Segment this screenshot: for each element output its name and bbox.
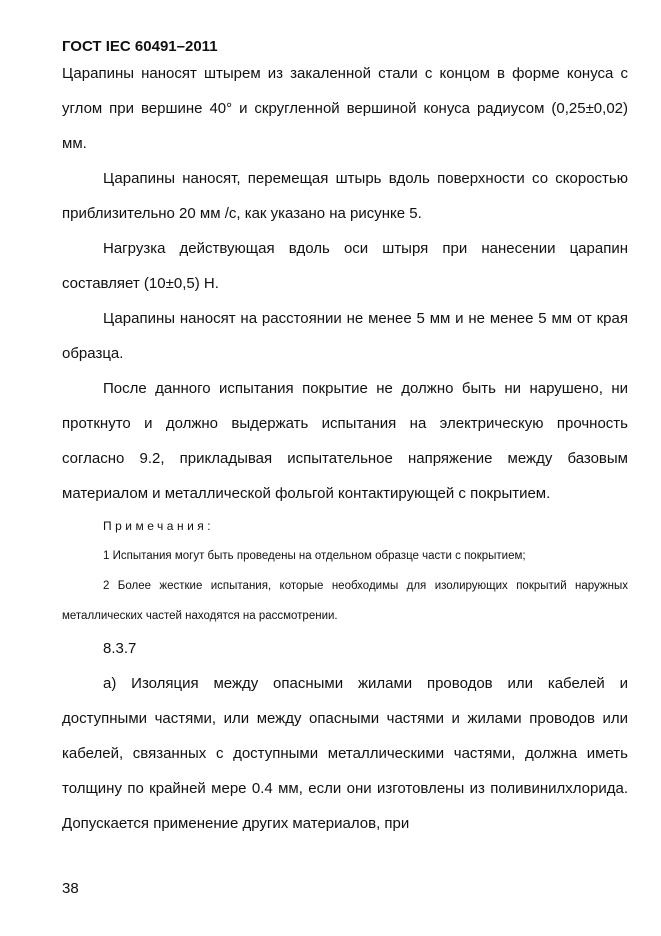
page-number: 38 <box>62 880 79 897</box>
document-page <box>62 38 628 841</box>
paragraph-scratch-distance: Царапины наносят на расстоянии не менее 5 мм и не менее 5 мм от края образца. <box>62 310 628 362</box>
section-paragraph: а) Изоляция между опасными жилами проводов или кабелей и доступными частями, или между опасными частями и жилами проводов или кабелей, связанных с доступными металлическими частями, должна иметь толщину по крайней мере 0.4 мм, если они изготовлены из поливинилхлорида. Допускается применение других материалов, при <box>62 675 628 832</box>
notes-heading: Примечания: <box>103 519 215 533</box>
paragraph-test-result: После данного испытания покрытие не должно быть ни нарушено, ни проткнуто и должно выдержать испытания на электрическую прочность согласно 9.2, прикладывая испытательное напряжение между базовым материалом и металлической фольгой контактирующей с покрытием. <box>62 380 628 502</box>
document-header: ГОСТ IEC 60491–2011 <box>62 38 218 55</box>
paragraph-scratch-tool: Царапины наносят штырем из закаленной стали с концом в форме конуса с углом при вершине 40° и скругленной вершиной конуса радиусом (0,25±0,02) мм. <box>62 65 628 152</box>
paragraph-scratch-speed: Царапины наносят, перемещая штырь вдоль поверхности со скоростью приблизительно 20 мм /с, как указано на рисунке 5. <box>62 170 628 222</box>
section-number: 8.3.7 <box>103 640 137 657</box>
note-item-1: 1 Испытания могут быть проведены на отдельном образце части с покрытием; <box>103 550 526 562</box>
note-item-2: 2 Более жесткие испытания, которые необходимы для изолирующих покрытий наружных металлических частей находятся на рассмотрении. <box>62 580 628 622</box>
paragraph-scratch-load: Нагрузка действующая вдоль оси штыря при нанесении царапин составляет (10±0,5) Н. <box>62 240 628 292</box>
